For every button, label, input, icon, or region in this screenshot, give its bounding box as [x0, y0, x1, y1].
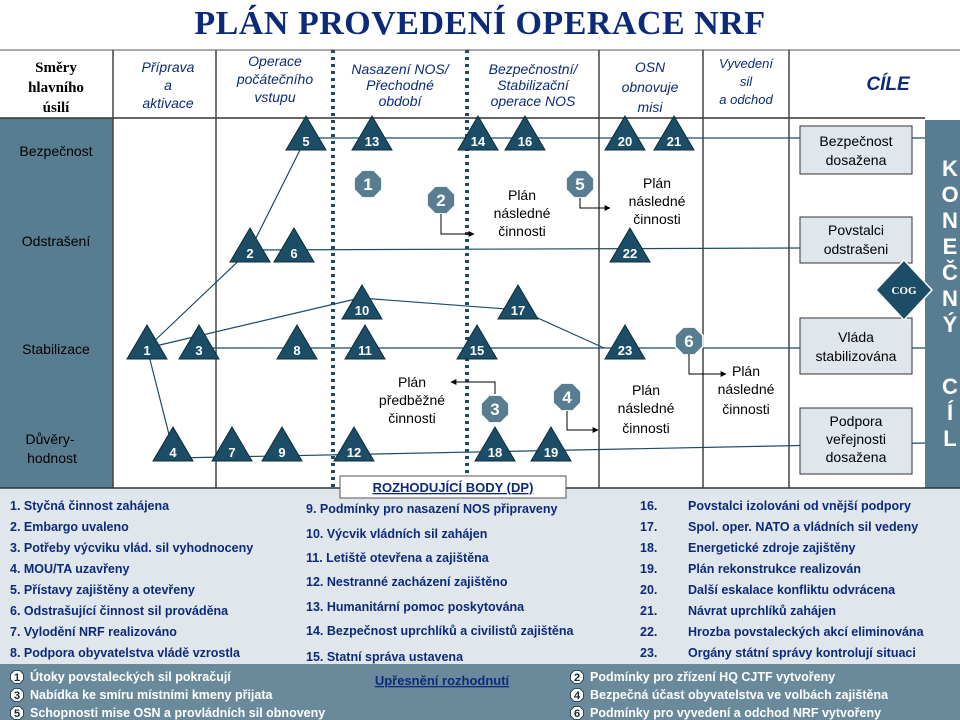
dp-21-num: 21. — [640, 604, 658, 618]
plan-2-line-2: následné — [628, 193, 686, 209]
row-label-security: Bezpečnost — [19, 143, 93, 159]
dp-2: 2. Embargo uvaleno — [10, 520, 129, 534]
phase-5-line-1: OSN — [634, 59, 666, 75]
final-goal-letter-6: N — [942, 286, 958, 311]
goal-support-3: dosažena — [825, 449, 887, 465]
dp-10: 10. Výcvik vládních sil zahájen — [306, 527, 488, 541]
decision-point-label: 5 — [302, 134, 310, 149]
final-goal-letter-5: Č — [942, 260, 958, 285]
dp-23-text: Orgány státní správy kontrolují situaci — [688, 646, 916, 660]
phase-4-line-1: Bezpečnostní/ — [488, 61, 578, 77]
dp-8: 8. Podpora obyvatelstva vládě vzrostla — [10, 646, 240, 660]
refinement-item-2 — [571, 670, 836, 684]
row-label-stabilization: Stabilizace — [22, 341, 90, 357]
final-goal-letter-9: Í — [946, 400, 954, 425]
phase-4-line-2: Stabilizační — [497, 77, 569, 93]
decision-point-label: 8 — [293, 343, 301, 358]
dp-20-num: 20. — [640, 583, 658, 597]
phase-1-line-2: a — [164, 77, 172, 93]
plan-3-line-1: Plán — [397, 374, 427, 390]
decision-point-label: 22 — [622, 246, 638, 261]
goal-security-1: Bezpečnost — [819, 133, 893, 149]
page-title: PLÁN PROVEDENÍ OPERACE NRF — [194, 5, 766, 42]
refinement-item-number: 3 — [13, 690, 21, 702]
decision-point-label: 3 — [195, 343, 203, 358]
plan-4-line-2: následné — [617, 400, 675, 416]
dp-14: 14. Bezpečnost uprchlíků a civilistů zajištěna — [306, 624, 574, 638]
plan-5-line-2: následné — [717, 381, 775, 397]
dp-17-text: Spol. oper. NATO a vládních sil vedeny — [688, 520, 919, 534]
refinement-item-1 — [11, 669, 232, 684]
final-goal-letter-4: E — [942, 234, 958, 259]
goal-support-2: veřejnosti — [826, 431, 886, 447]
dp-13: 13. Humanitární pomoc poskytována — [306, 600, 525, 614]
phase-6-line-3: a odchod — [719, 92, 773, 107]
dp-5: 5. Přístavy zajištěny a otevřeny — [10, 583, 195, 597]
decision-point-label: 14 — [470, 134, 486, 149]
dp-17-num: 17. — [640, 520, 658, 534]
phase-3-line-3: období — [378, 93, 422, 109]
dp-7: 7. Vylodění NRF realizováno — [10, 625, 177, 639]
goal-security-2: dosažena — [825, 152, 887, 168]
phase-5-line-3: misi — [637, 99, 663, 115]
refinement-point-6 — [675, 327, 703, 355]
corner-label-2: hlavního — [28, 80, 84, 96]
refinement-item-number: 4 — [573, 690, 581, 702]
dp-21-text: Návrat uprchlíků zahájen — [688, 604, 836, 618]
row-label-credibility-1: Důvěry- — [25, 431, 75, 447]
refinement-point-2 — [427, 186, 455, 214]
plan-4-line-3: činnosti — [622, 420, 670, 436]
plan-5-line-1: Plán — [731, 363, 761, 379]
decision-point-label: 20 — [617, 134, 633, 149]
dp-15: 15. Statní správa ustavena — [306, 650, 464, 664]
refinement-item-6 — [571, 706, 882, 720]
phase-1-line-3: aktivace — [142, 95, 194, 111]
plan-5-line-3: činnosti — [722, 401, 770, 417]
refinement-item-text: Podmínky pro vyvedení a odchod NRF vytvořeny — [590, 706, 882, 720]
refinement-item-text: Útoky povstaleckých sil pokračují — [30, 670, 231, 684]
dp-9: 9. Podmínky pro nasazení NOS připraveny — [306, 502, 558, 516]
decision-points-title: ROZHODUJÍCÍ BODY (DP) — [372, 480, 534, 495]
refinement-item-number: 5 — [13, 708, 21, 720]
plan-1-line-2: následné — [493, 205, 551, 221]
goal-box-stabilization — [800, 318, 912, 374]
refinement-item-number: 6 — [573, 708, 581, 720]
dp-12: 12. Nestranné zacházení zajištěno — [306, 575, 508, 589]
dp-18-text: Energetické zdroje zajištěny — [688, 541, 856, 555]
dp-4: 4. MOU/TA uzavřeny — [10, 562, 130, 576]
phase-2-line-1: Operace — [248, 53, 302, 69]
plan-3-line-3: činnosti — [388, 410, 436, 426]
dp-22-text: Hrozba povstaleckých akcí eliminována — [688, 625, 924, 639]
refinement-item-5 — [11, 706, 326, 720]
refinement-point-4 — [553, 383, 581, 411]
plan-1-line-3: činnosti — [498, 223, 546, 239]
phase-3-line-2: Přechodné — [366, 77, 434, 93]
decision-point-label: 12 — [346, 445, 362, 460]
refinement-item-3 — [11, 688, 274, 702]
phase-6-line-2: sil — [739, 74, 753, 89]
goal-stab-1: Vláda — [838, 329, 874, 345]
decision-point-label: 9 — [278, 445, 286, 460]
row-label-deterrence: Odstrašení — [21, 233, 91, 249]
decision-point-label: 21 — [666, 134, 682, 149]
refinement-item-number: 2 — [573, 672, 581, 684]
refinement-item-text: Bezpečná účast obyvatelstva ve volbách zajištěna — [590, 688, 889, 702]
goal-deterrence-2: odstrašeni — [823, 241, 889, 257]
corner-label-1: Směry — [35, 60, 77, 76]
decision-point-label: 4 — [169, 445, 177, 460]
decision-point-label: 2 — [246, 246, 254, 261]
decision-point-label: 17 — [510, 303, 526, 318]
decision-point-label: 10 — [354, 303, 370, 318]
refinement-point-5 — [566, 170, 594, 198]
refinement-item-text: Nabídka ke smíru místními kmeny přijata — [30, 688, 273, 702]
decision-point-label: 23 — [617, 343, 633, 358]
plan-2-line-3: činnosti — [633, 211, 681, 227]
final-goal-letter-1: K — [942, 156, 958, 181]
refinement-item-text: Podmínky pro zřízení HQ CJTF vytvořeny — [590, 670, 836, 684]
final-goal-letter-7: Ý — [942, 312, 958, 337]
decision-point-label: 11 — [358, 343, 372, 358]
decision-point-label: 18 — [487, 445, 503, 460]
phase-5-line-2: obnovuje — [621, 79, 679, 95]
goal-stab-2: stabilizována — [815, 348, 897, 364]
decision-point-label: 19 — [543, 445, 559, 460]
plan-1-line-1: Plán — [507, 187, 537, 203]
phase-3-line-1: Nasazení NOS/ — [351, 61, 449, 77]
cog-label: COG — [891, 285, 917, 297]
refinement-point-label: 2 — [436, 191, 446, 210]
phase-2-line-3: vstupu — [254, 89, 296, 105]
refinement-point-label: 3 — [490, 400, 500, 419]
goal-support-1: Podpora — [829, 413, 883, 429]
dp-20-text: Další eskalace konfliktu odvrácena — [688, 583, 896, 597]
dp-19-text: Plán rekonstrukce realizován — [688, 562, 861, 576]
refinement-point-label: 6 — [684, 332, 694, 351]
row-label-credibility-2: hodnost — [27, 450, 77, 466]
refinement-point-label: 4 — [562, 388, 572, 407]
final-goal-letter-3: N — [942, 208, 958, 233]
dp-23-num: 23. — [640, 646, 658, 660]
phase-4-line-3: operace NOS — [490, 93, 576, 109]
refinement-point-1 — [354, 170, 382, 198]
dp-19-num: 19. — [640, 562, 658, 576]
decision-point-label: 15 — [469, 343, 485, 358]
dp-1: 1. Styčná činnost zahájena — [10, 499, 170, 513]
decision-point-label: 7 — [228, 445, 236, 460]
operation-diagram — [0, 48, 960, 720]
decision-point-label: 16 — [517, 134, 533, 149]
phase-1-line-1: Příprava — [141, 59, 195, 75]
refinement-item-text: Schopnosti mise OSN a provládních sil obnoveny — [30, 706, 326, 720]
dp-22-num: 22. — [640, 625, 658, 639]
goals-header: CÍLE — [866, 74, 910, 95]
dp-16-num: 16. — [640, 499, 658, 513]
dp-18-num: 18. — [640, 541, 658, 555]
plan-3-line-2: předběžné — [378, 392, 446, 408]
refinement-title: Upřesnění rozhodnutí — [374, 673, 510, 688]
final-goal-letter-8: C — [942, 374, 958, 399]
refinement-point-3 — [481, 395, 509, 423]
refinement-point-label: 1 — [363, 175, 373, 194]
goal-deterrence-1: Povstalci — [827, 222, 885, 238]
final-goal-letter-2: O — [941, 182, 959, 207]
refinement-item-number: 1 — [13, 672, 21, 684]
refinement-point-label: 5 — [575, 175, 585, 194]
dp-16-text: Povstalci izolováni od vnější podpory — [688, 499, 911, 513]
phase-6-line-1: Vyvedení — [719, 56, 773, 71]
dp-6: 6. Odstrašující činnost sil prováděna — [10, 604, 229, 618]
plan-2-line-1: Plán — [642, 175, 672, 191]
dp-11: 11. Letiště otevřena a zajištěna — [306, 551, 489, 565]
dp-3: 3. Potřeby výcviku vlád. sil vyhodnoceny — [10, 541, 254, 555]
title-bar — [0, 0, 960, 48]
decision-point-label: 13 — [364, 134, 380, 149]
plan-4-line-1: Plán — [631, 382, 661, 398]
phase-2-line-2: počátečního — [236, 71, 314, 87]
decision-point-label: 1 — [143, 343, 151, 358]
final-goal-letter-10: L — [943, 426, 957, 451]
refinement-item-4 — [571, 688, 890, 702]
decision-point-label: 6 — [290, 246, 298, 261]
corner-label-3: úsilí — [42, 100, 70, 116]
